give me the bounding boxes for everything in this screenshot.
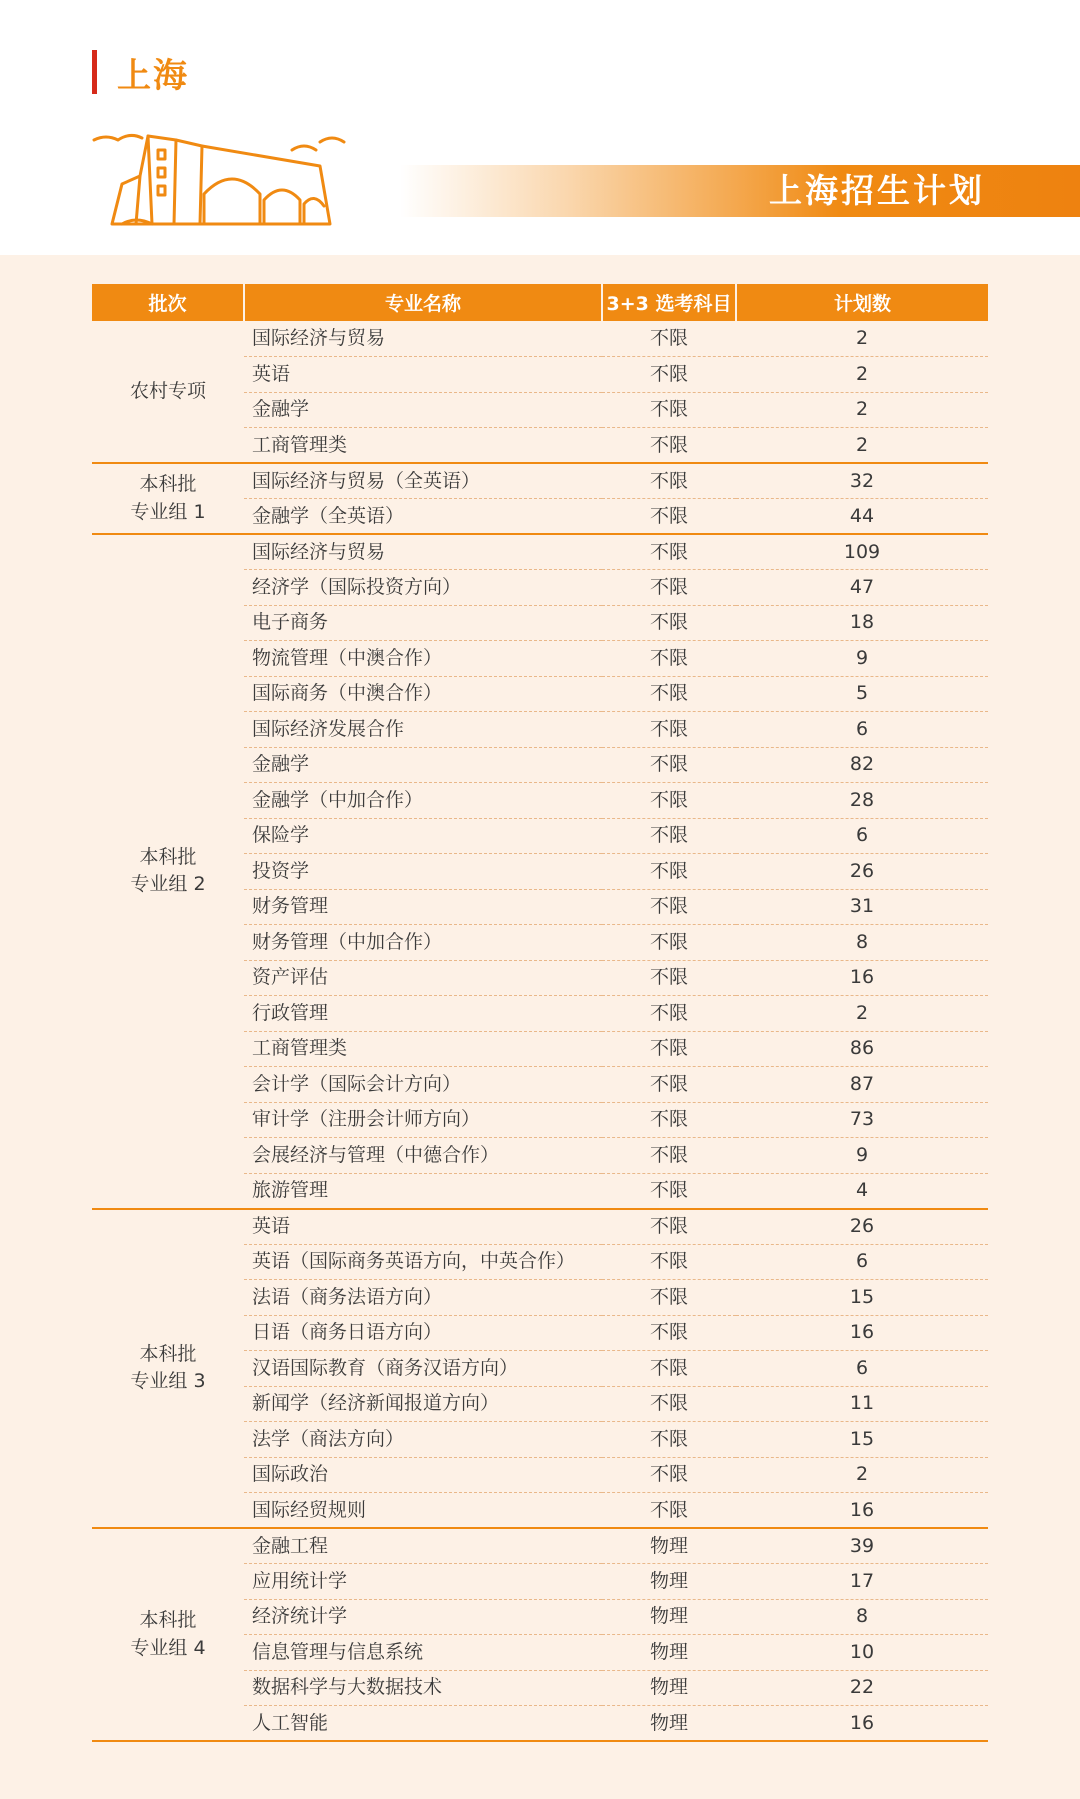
heading-marker <box>92 50 97 94</box>
major-cell: 人工智能 <box>244 1706 602 1742</box>
count-cell: 2 <box>736 996 988 1032</box>
table-row <box>92 1528 988 1564</box>
region-name: 上海 <box>117 55 189 96</box>
table-row <box>92 1209 988 1245</box>
major-cell: 投资学 <box>244 854 602 890</box>
count-cell: 32 <box>736 463 988 499</box>
batch-label: 专业组 1 <box>130 500 206 523</box>
subject-cell: 不限 <box>602 357 736 393</box>
table-row <box>92 321 988 357</box>
major-cell: 经济统计学 <box>244 1599 602 1635</box>
major-cell: 信息管理与信息系统 <box>244 1635 602 1671</box>
subject-cell: 不限 <box>602 783 736 819</box>
subject-cell: 不限 <box>602 889 736 925</box>
subject-cell: 物理 <box>602 1599 736 1635</box>
major-cell: 国际经济与贸易 <box>244 534 602 570</box>
count-cell: 2 <box>736 392 988 428</box>
count-cell: 15 <box>736 1422 988 1458</box>
major-cell: 英语 <box>244 357 602 393</box>
subject-cell: 不限 <box>602 818 736 854</box>
count-cell: 4 <box>736 1173 988 1209</box>
major-cell: 国际经济发展合作 <box>244 712 602 748</box>
subject-cell: 不限 <box>602 534 736 570</box>
count-cell: 2 <box>736 1457 988 1493</box>
count-cell: 10 <box>736 1635 988 1671</box>
header-subject: 3+3 选考科目 <box>602 284 736 321</box>
major-cell: 金融学 <box>244 392 602 428</box>
major-cell: 财务管理（中加合作） <box>244 925 602 961</box>
count-cell: 2 <box>736 428 988 464</box>
subject-cell: 不限 <box>602 641 736 677</box>
count-cell: 2 <box>736 357 988 393</box>
table-header-row <box>92 284 988 321</box>
count-cell: 5 <box>736 676 988 712</box>
major-cell: 保险学 <box>244 818 602 854</box>
header-major: 专业名称 <box>244 284 602 321</box>
major-cell: 金融学（中加合作） <box>244 783 602 819</box>
subject-cell: 不限 <box>602 1067 736 1103</box>
count-cell: 6 <box>736 818 988 854</box>
subject-cell: 不限 <box>602 428 736 464</box>
count-cell: 86 <box>736 1031 988 1067</box>
subject-cell: 不限 <box>602 925 736 961</box>
batch-cell <box>92 321 244 463</box>
major-cell: 国际经济与贸易（全英语） <box>244 463 602 499</box>
batch-cell <box>92 463 244 534</box>
subject-cell: 不限 <box>602 1422 736 1458</box>
count-cell: 22 <box>736 1670 988 1706</box>
major-cell: 日语（商务日语方向） <box>244 1315 602 1351</box>
subject-cell: 不限 <box>602 570 736 606</box>
count-cell: 39 <box>736 1528 988 1564</box>
table-row <box>92 463 988 499</box>
major-cell: 会展经济与管理（中德合作） <box>244 1138 602 1174</box>
subject-cell: 不限 <box>602 499 736 535</box>
count-cell: 9 <box>736 641 988 677</box>
count-cell: 11 <box>736 1386 988 1422</box>
subject-cell: 物理 <box>602 1564 736 1600</box>
subject-cell: 不限 <box>602 1493 736 1529</box>
batch-label: 本科批 <box>139 1608 197 1631</box>
header-batch: 批次 <box>92 284 244 321</box>
major-cell: 经济学（国际投资方向） <box>244 570 602 606</box>
subject-cell: 不限 <box>602 392 736 428</box>
enrollment-plan-table <box>92 284 988 1742</box>
major-cell: 国际经济与贸易 <box>244 321 602 357</box>
count-cell: 16 <box>736 960 988 996</box>
count-cell: 44 <box>736 499 988 535</box>
batch-label: 专业组 4 <box>130 1636 206 1659</box>
count-cell: 16 <box>736 1315 988 1351</box>
batch-label: 专业组 3 <box>130 1370 206 1393</box>
count-cell: 47 <box>736 570 988 606</box>
subject-cell: 不限 <box>602 605 736 641</box>
subject-cell: 不限 <box>602 1386 736 1422</box>
major-cell: 审计学（注册会计师方向） <box>244 1102 602 1138</box>
major-cell: 工商管理类 <box>244 1031 602 1067</box>
major-cell: 国际政治 <box>244 1457 602 1493</box>
major-cell: 英语 <box>244 1209 602 1245</box>
subject-cell: 不限 <box>602 1457 736 1493</box>
header-count: 计划数 <box>736 284 988 321</box>
subject-cell: 不限 <box>602 747 736 783</box>
count-cell: 82 <box>736 747 988 783</box>
batch-label: 本科批 <box>139 472 197 495</box>
count-cell: 2 <box>736 321 988 357</box>
major-cell: 数据科学与大数据技术 <box>244 1670 602 1706</box>
count-cell: 87 <box>736 1067 988 1103</box>
table-row <box>92 534 988 570</box>
batch-cell <box>92 534 244 1209</box>
count-cell: 18 <box>736 605 988 641</box>
count-cell: 109 <box>736 534 988 570</box>
major-cell: 工商管理类 <box>244 428 602 464</box>
major-cell: 新闻学（经济新闻报道方向） <box>244 1386 602 1422</box>
count-cell: 31 <box>736 889 988 925</box>
major-cell: 旅游管理 <box>244 1173 602 1209</box>
major-cell: 电子商务 <box>244 605 602 641</box>
subject-cell: 不限 <box>602 1031 736 1067</box>
batch-label: 本科批 <box>139 1342 197 1365</box>
subject-cell: 物理 <box>602 1670 736 1706</box>
subject-cell: 不限 <box>602 463 736 499</box>
major-cell: 物流管理（中澳合作） <box>244 641 602 677</box>
count-cell: 26 <box>736 854 988 890</box>
count-cell: 26 <box>736 1209 988 1245</box>
batch-label: 农村专项 <box>129 379 206 402</box>
major-cell: 金融学 <box>244 747 602 783</box>
count-cell: 17 <box>736 1564 988 1600</box>
major-cell: 金融工程 <box>244 1528 602 1564</box>
count-cell: 15 <box>736 1280 988 1316</box>
subject-cell: 物理 <box>602 1635 736 1671</box>
batch-label: 专业组 2 <box>130 873 206 896</box>
subject-cell: 不限 <box>602 996 736 1032</box>
count-cell: 16 <box>736 1706 988 1742</box>
banner-title: 上海招生计划 <box>769 171 985 210</box>
major-cell: 国际商务（中澳合作） <box>244 676 602 712</box>
region-heading <box>92 50 189 94</box>
batch-label: 本科批 <box>139 845 197 868</box>
major-cell: 英语（国际商务英语方向，中英合作） <box>244 1244 602 1280</box>
major-cell: 应用统计学 <box>244 1564 602 1600</box>
subject-cell: 不限 <box>602 1209 736 1245</box>
major-cell: 行政管理 <box>244 996 602 1032</box>
major-cell: 国际经贸规则 <box>244 1493 602 1529</box>
major-cell: 法语（商务法语方向） <box>244 1280 602 1316</box>
subject-cell: 不限 <box>602 676 736 712</box>
subject-cell: 不限 <box>602 1280 736 1316</box>
subject-cell: 不限 <box>602 1315 736 1351</box>
count-cell: 6 <box>736 712 988 748</box>
subject-cell: 不限 <box>602 1173 736 1209</box>
count-cell: 6 <box>736 1351 988 1387</box>
subject-cell: 不限 <box>602 712 736 748</box>
subject-cell: 不限 <box>602 854 736 890</box>
subject-cell: 物理 <box>602 1706 736 1742</box>
batch-cell <box>92 1528 244 1741</box>
batch-cell <box>92 1209 244 1529</box>
major-cell: 资产评估 <box>244 960 602 996</box>
count-cell: 9 <box>736 1138 988 1174</box>
count-cell: 16 <box>736 1493 988 1529</box>
count-cell: 6 <box>736 1244 988 1280</box>
subject-cell: 物理 <box>602 1528 736 1564</box>
subject-cell: 不限 <box>602 321 736 357</box>
subject-cell: 不限 <box>602 1138 736 1174</box>
major-cell: 法学（商法方向） <box>244 1422 602 1458</box>
major-cell: 会计学（国际会计方向） <box>244 1067 602 1103</box>
subject-cell: 不限 <box>602 960 736 996</box>
banner-strip <box>400 165 1080 217</box>
subject-cell: 不限 <box>602 1351 736 1387</box>
count-cell: 8 <box>736 1599 988 1635</box>
table-body <box>92 321 988 1741</box>
major-cell: 汉语国际教育（商务汉语方向） <box>244 1351 602 1387</box>
count-cell: 28 <box>736 783 988 819</box>
major-cell: 金融学（全英语） <box>244 499 602 535</box>
subject-cell: 不限 <box>602 1244 736 1280</box>
major-cell: 财务管理 <box>244 889 602 925</box>
count-cell: 8 <box>736 925 988 961</box>
arch-building-with-birds-icon <box>92 128 372 228</box>
count-cell: 73 <box>736 1102 988 1138</box>
subject-cell: 不限 <box>602 1102 736 1138</box>
